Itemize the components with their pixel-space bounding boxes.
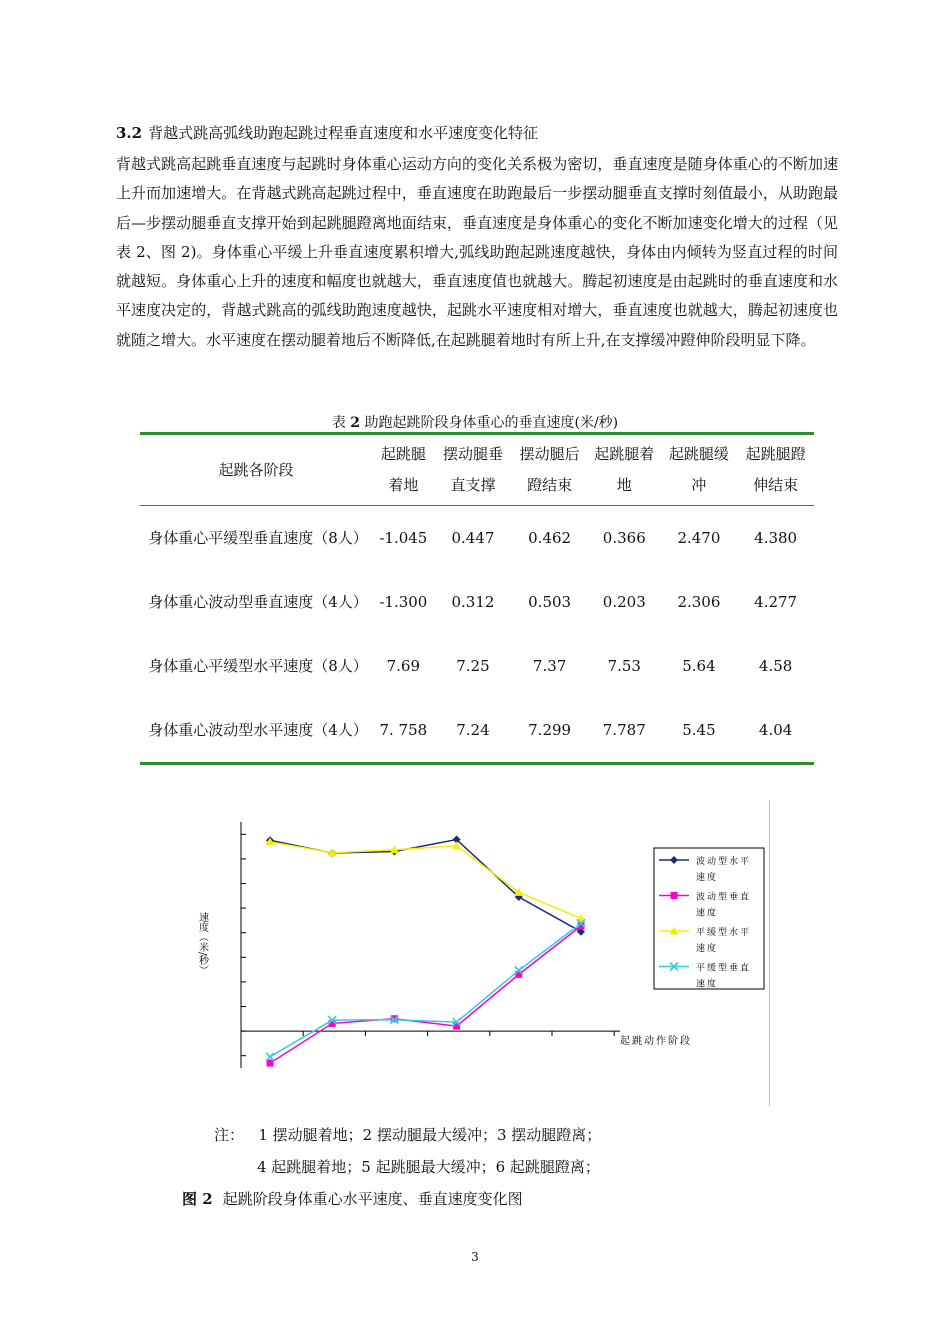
series-line (270, 926, 581, 1063)
header-col: 起跳腿蹬伸结束 (745, 445, 806, 494)
data-point (267, 1060, 274, 1067)
legend-label-cont: 速度 (696, 908, 719, 919)
section-number: 3.2 (116, 124, 143, 142)
section-title: 背越式跳高弧线助跑起跳过程垂直速度和水平速度变化特征 (148, 124, 539, 142)
table-cell: 4.277 (754, 593, 798, 611)
row-label: 身体重心波动型水平速度（4人） (148, 721, 368, 739)
table-cell: 5.64 (682, 657, 716, 675)
table-header-row (140, 434, 814, 506)
velocity-line-chart (180, 800, 780, 1110)
data-point (514, 888, 523, 896)
table-cell: 0.366 (602, 529, 646, 547)
table-cell: 5.45 (682, 721, 716, 739)
table-cell: 0.312 (451, 593, 495, 611)
table-row (140, 634, 814, 698)
table-cell: 7.37 (532, 657, 567, 675)
table-cell: 0.447 (451, 529, 495, 547)
table-cell: 0.462 (528, 529, 572, 547)
table-cell: 7.299 (528, 721, 572, 739)
series-line (270, 840, 581, 932)
chart-frame-edge (769, 800, 770, 1106)
body-paragraph: 背越式跳高起跳垂直速度与起跳时身体重心运动方向的变化关系极为密切，垂直速度是随身体重心的不断加速上升而加速增大。在背越式跳高起跳过程中，垂直速度在助跑最后一步摆动腿垂直支撑时刻值最小，从助跑最后—步摆动腿垂直支撑开始到起跳腿蹬离地面结束，垂直速度是身体重心的变化不断加速变化增大的过程（见表 2、图 2)。身体重心平缓上升垂直速度累积增大,弧线助跑起跳速度越快，身体由内倾转为竖直过程的时间就越短。身体重心上升的速度和幅度也就越大，垂直速度值也就越大。腾起初速度是由起跳时的垂直速度和水平速度决定的，背越式跳高的弧线助跑速度越快，起跳水平速度相对增大，垂直速度也就越大，腾起初速度也就随之增大。水平速度在摆动腿着地后不断降低,在起跳腿着地时有所上升,在支撑缓冲蹬伸阶段明显下降。 (116, 155, 838, 349)
table-cell: 4.380 (754, 529, 798, 547)
table-cell: 0.503 (528, 593, 572, 611)
y-axis-label: 速度（米/秒） (196, 912, 208, 976)
legend-label: 波动型垂直 (696, 892, 752, 903)
chart-container (180, 800, 780, 1110)
table-cell: 7.69 (386, 657, 421, 675)
table-cell: 2.306 (677, 593, 721, 611)
section-heading (116, 122, 538, 143)
page-number: 3 (471, 1250, 479, 1264)
row-label: 身体重心平缓型水平速度（8人） (148, 657, 368, 675)
header-col: 起跳腿缓冲 (668, 445, 729, 494)
table-caption-text: 助跑起跳阶段身体重心的垂直速度(米/秒) (360, 415, 619, 431)
table-row (140, 570, 814, 634)
legend-label-cont: 速度 (696, 873, 719, 883)
legend-label: 波动型水平 (696, 857, 752, 867)
table-cell: -1.300 (379, 593, 428, 611)
row-label: 身体重心波动型垂直速度（4人） (148, 593, 368, 611)
table-cell: 2.470 (677, 529, 721, 547)
note-line-1 (214, 1124, 601, 1145)
table-cell: 7.24 (456, 721, 490, 739)
series-line (270, 923, 581, 1056)
figure-label: 图 2 (182, 1190, 213, 1208)
header-col: 起跳腿着地 (594, 445, 655, 494)
header-col: 摆动腿后蹬结束 (519, 445, 580, 494)
table-caption-prefix: 表 (331, 415, 351, 431)
header-col: 摆动腿垂直支撑 (442, 445, 503, 494)
table-cell: 7.25 (456, 657, 490, 675)
velocity-table (140, 432, 814, 765)
figure-caption (182, 1188, 523, 1209)
table-cell: 7.53 (607, 657, 641, 675)
table-row (140, 506, 814, 571)
note-text-1: 1 摆动腿着地；2 摆动腿最大缓冲；3 摆动腿蹬离； (258, 1126, 602, 1144)
x-axis-label: 起跳动作阶段 (620, 1036, 692, 1047)
table-caption (0, 412, 950, 432)
legend-label: 平缓型垂直 (696, 963, 752, 974)
figure-caption-text: 起跳阶段身体重心水平速度、垂直速度变化图 (222, 1190, 523, 1208)
series-line (270, 842, 581, 919)
table-cell: 4.58 (758, 657, 793, 675)
legend-label-cont: 速度 (696, 944, 719, 954)
note-prefix: 注： (214, 1126, 245, 1144)
note-line-2: 4 起跳腿着地；5 起跳腿最大缓冲；6 起跳腿蹬离； (257, 1158, 600, 1176)
header-stage: 起跳各阶段 (218, 460, 294, 479)
table-cell: 7. 758 (379, 721, 428, 739)
header-col: 起跳腿着地 (380, 445, 426, 494)
table-caption-number: 2 (350, 415, 361, 431)
table-cell: 0.203 (602, 593, 646, 611)
table-row (140, 698, 814, 764)
legend-label-cont: 速度 (696, 979, 719, 990)
row-label: 身体重心平缓型垂直速度（8人） (148, 529, 368, 547)
legend-marker (671, 892, 678, 899)
legend-label: 平缓型水平 (696, 928, 752, 938)
table-cell: -1.045 (379, 529, 428, 547)
table-cell: 7.787 (602, 721, 646, 739)
table-cell: 4.04 (758, 721, 793, 739)
